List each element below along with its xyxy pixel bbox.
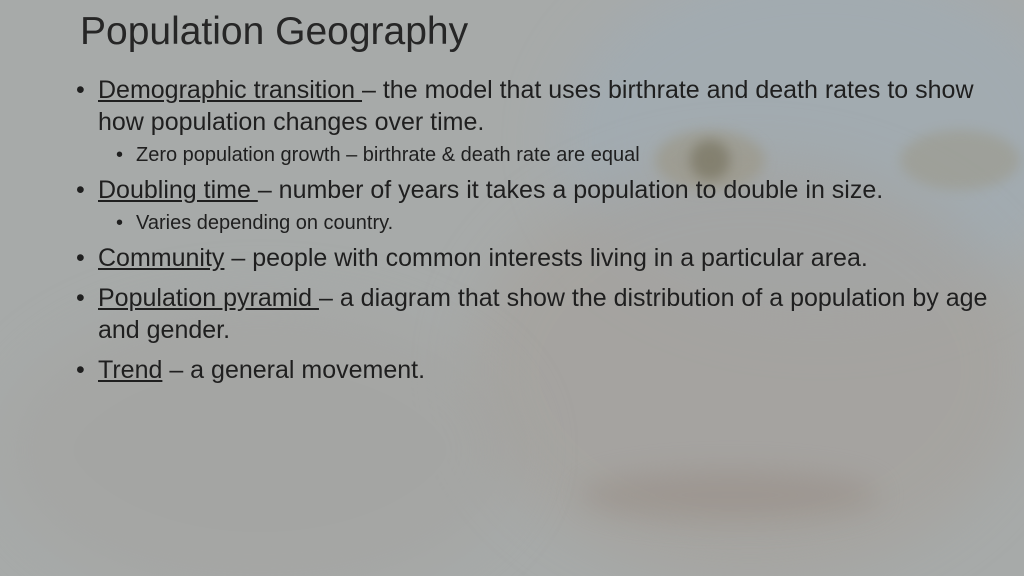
bullet-dot-icon: •: [76, 176, 85, 204]
definition: – the model that uses birthrate and death rates to show how population changes over time.: [98, 76, 974, 136]
bullet-dot-icon: •: [76, 76, 85, 104]
bullet-dot-icon: •: [116, 212, 124, 234]
definition: – a general movement.: [162, 356, 426, 384]
term: Population pyramid: [98, 284, 319, 312]
sub-bullet-text: Zero population growth – birthrate & death rate are equal: [136, 144, 640, 166]
bullet-population-pyramid: [72, 282, 992, 346]
bullet-dot-icon: •: [76, 244, 85, 272]
bullet-dot-icon: •: [116, 144, 124, 166]
bullet-list: [72, 74, 992, 390]
term: Demographic transition: [98, 76, 363, 104]
sub-bullet-varies: [72, 210, 992, 236]
bullet-dot-icon: •: [76, 356, 85, 384]
bullet-doubling-time: [72, 174, 992, 206]
definition: – people with common interests living in a particular area.: [224, 244, 868, 272]
slide-title: Population Geography: [80, 10, 469, 53]
sub-bullet-text: Varies depending on country.: [136, 212, 394, 234]
bullet-dot-icon: •: [76, 284, 85, 312]
bullet-trend: [72, 354, 992, 386]
bullet-community: [72, 242, 992, 274]
term: Doubling time: [98, 176, 258, 204]
sub-bullet-zero-population-growth: [72, 142, 992, 168]
term: Community: [98, 244, 225, 272]
bullet-demographic-transition: [72, 74, 992, 138]
term: Trend: [98, 356, 163, 384]
definition: – a diagram that show the distribution of a population by age and gender.: [98, 284, 988, 344]
definition: – number of years it takes a population to double in size.: [257, 176, 884, 204]
background-mouth: [580, 470, 880, 520]
